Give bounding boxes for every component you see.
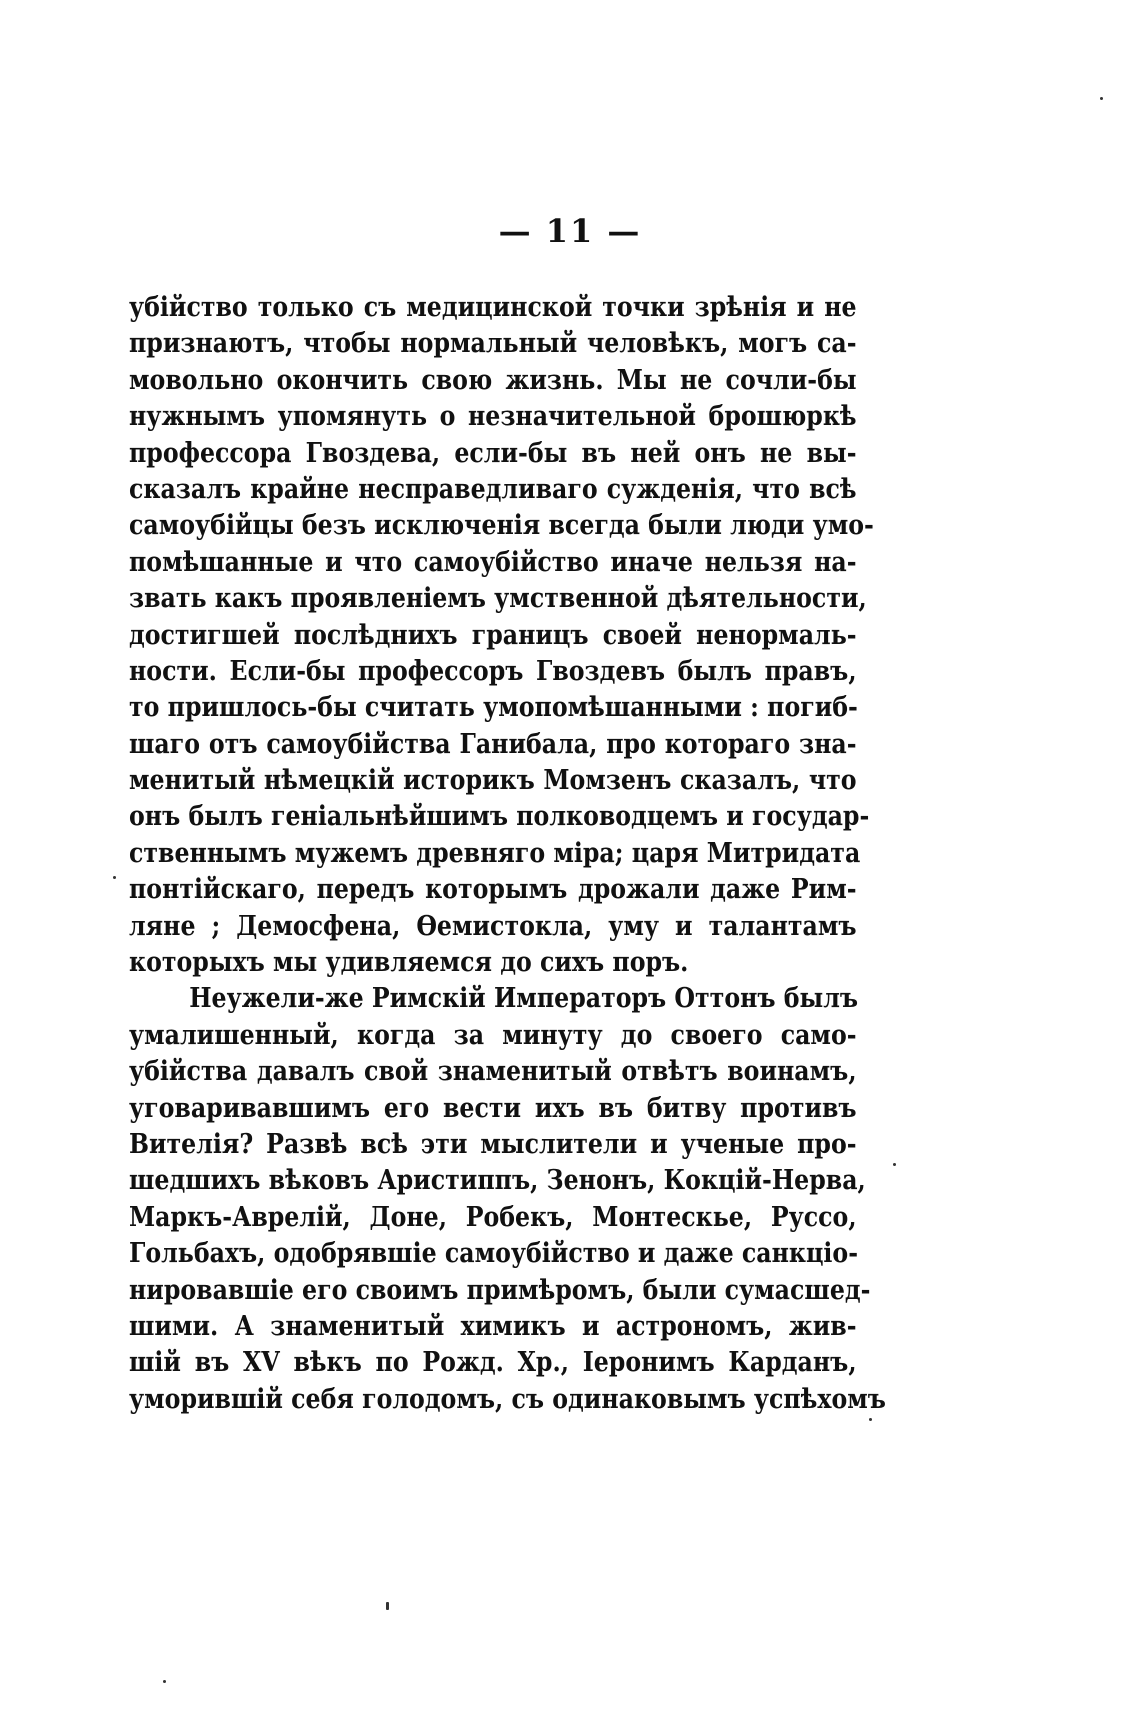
text-line: сказалъ крайне несправедливаго сужденія, что всѣ	[129, 472, 857, 505]
text-line: уморившій себя голодомъ, съ одинаковымъ успѣхомъ	[129, 1382, 886, 1415]
text-line: звать какъ проявленіемъ умственной дѣятельности,	[129, 582, 867, 615]
text-line: самоубійцы безъ исключенія всегда были люди умо-	[129, 509, 874, 542]
scan-speck	[386, 1602, 389, 1610]
text-line: шаго отъ самоубійства Ганибала, про котораго зна-	[129, 727, 857, 760]
text-line: умалишенный, когда за минуту до своего само-	[129, 1018, 857, 1051]
text-line: достигшей послѣднихъ границъ своей ненормаль-	[129, 618, 857, 651]
scan-speck	[893, 1163, 896, 1166]
text-line: шій въ XV вѣкъ по Рожд. Хр., Іеронимъ Карданъ,	[129, 1346, 857, 1379]
paragraph-start-line: Неужели-же Римскій Императоръ Оттонъ былъ	[189, 982, 859, 1015]
text-line: понтійскаго, передъ которымъ дрожали даже Рим-	[129, 873, 857, 906]
page-number: — 11 —	[498, 212, 642, 250]
scan-speck	[113, 876, 116, 879]
scan-speck	[869, 1418, 872, 1421]
text-line: ляне ; Демосфена, Ѳемистокла, уму и талантамъ	[129, 909, 857, 942]
text-line: шими. А знаменитый химикъ и астрономъ, жив-	[129, 1309, 857, 1342]
text-line: профессора Гвоздева, если-бы въ ней онъ не вы-	[129, 436, 857, 469]
text-line: нужнымъ упомянуть о незначительной брошюркѣ	[129, 400, 857, 433]
text-line: помѣшанные и что самоубійство иначе нельзя на-	[129, 545, 857, 578]
text-line: Маркъ-Аврелій, Доне, Робекъ, Монтескье, Руссо,	[129, 1200, 857, 1233]
text-line: шедшихъ вѣковъ Аристиппъ, Зенонъ, Кокцій-Нерва,	[129, 1164, 866, 1197]
text-line: убійства давалъ свой знаменитый отвѣтъ воинамъ,	[129, 1055, 857, 1088]
text-line: онъ былъ геніальнѣйшимъ полководцемъ и государ-	[129, 800, 870, 833]
text-line: мовольно окончить свою жизнь. Мы не сочли-бы	[129, 363, 857, 396]
text-line: менитый нѣмецкій историкъ Момзенъ сказалъ, что	[129, 764, 857, 797]
scan-speck	[163, 1680, 166, 1683]
text-line: то пришлось-бы считать умопомѣшанными : погиб-	[129, 691, 858, 724]
scan-speck	[1100, 97, 1103, 100]
text-line: уговаривавшимъ его вести ихъ въ битву противъ	[129, 1091, 857, 1124]
paragraph-end-line: которыхъ мы удивляемся до сихъ поръ.	[129, 946, 689, 979]
text-line: нировавшіе его своимъ примѣромъ, были сумасшед-	[129, 1273, 871, 1306]
text-line: Вителія? Развѣ всѣ эти мыслители и ученые про-	[129, 1127, 857, 1160]
text-line: ности. Если-бы профессоръ Гвоздевъ былъ правъ,	[129, 654, 857, 687]
text-line: ственнымъ мужемъ древняго міра; царя Митридата	[129, 836, 861, 869]
text-line: убійство только съ медицинской точки зрѣнія и не	[129, 291, 857, 323]
text-line: Гольбахъ, одобрявшіе самоубійство и даже санкціо-	[129, 1237, 859, 1270]
body-text	[129, 289, 886, 1417]
text-line: признаютъ, чтобы нормальный человѣкъ, могъ са-	[129, 327, 857, 360]
